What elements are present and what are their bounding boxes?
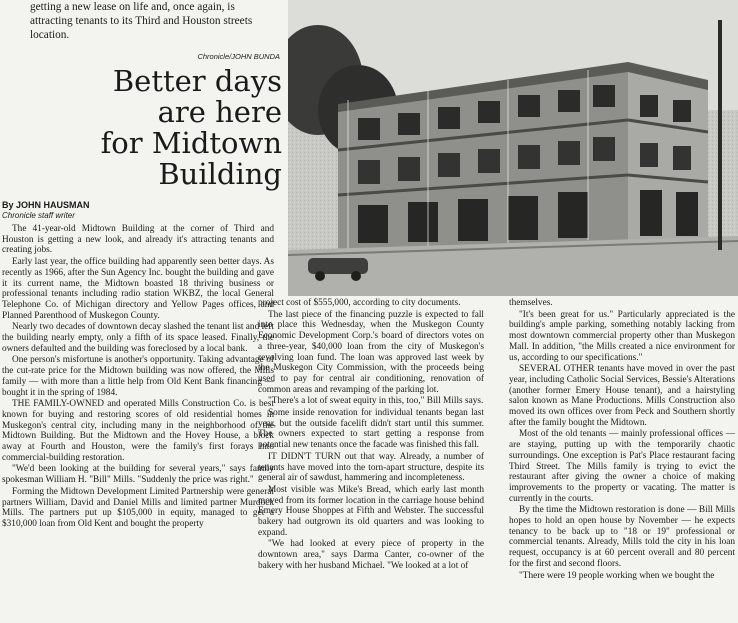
paragraph: One person's misfortune is another's opportunity. Taking advantage of the cut-rate price for the Midtown building was now offered, the Mills family — with more than a little help from Old Kent Bank financing — bought it in the spring of 1984. xyxy=(2,355,274,398)
photo-credit: Chronicle/JOHN BUNDA xyxy=(197,52,280,61)
article-column-3 xyxy=(509,298,735,582)
paragraph: Some inside renovation for individual tenants began last year, but the outside facelift didn't start until this summer. The owners expected to start getting a response from potential new tenants once the facade was finished this fall. xyxy=(258,408,484,451)
paragraph: Most of the old tenants — mainly professional offices — are staying, putting up with the temporarily chaotic surroundings. One exception is Pat's Place restaurant facing Third Street. The Mills family is trying to evict the restaurant after giving the owner a choice of making improvements to the property or vacating. The matter is currently in the courts. xyxy=(509,429,735,504)
article-column-2 xyxy=(258,298,484,573)
paragraph: Nearly two decades of downtown decay slashed the tenant list and left the building nearly empty, only a fifth of its space leased. Finally, the owners defaulted and the building was foreclosed by a local bank. xyxy=(2,322,274,354)
paragraph: "It's been great for us." Particularly appreciated is the building's ample parking, something notably lacking from most downtown commercial property other than Muskegon Mall. In addition, "the Mills created a nice environment for us, according to our specifications." xyxy=(509,309,735,363)
headline xyxy=(30,66,282,190)
paragraph: Forming the Midtown Development Limited Partnership were general partners William, David and Daniel Mills and limited partner Murdock Mills. The partners put up $105,000 in equity, managed to get a $310,000 loan from Old Kent and bought the property xyxy=(2,486,274,529)
building-photo xyxy=(288,0,738,296)
paragraph: IT DIDN'T TURN out that way. Already, a number of tenants have moved into the torn-apart structure, despite its general air of sawdust, hammering and incompleteness. xyxy=(258,451,484,484)
article-column-1 xyxy=(2,224,274,531)
paragraph: project cost of $555,000, according to city documents. xyxy=(258,298,461,308)
paragraph: "We had looked at every piece of property in the downtown area," says Darma Canter, co-owner of the bakery with her husband Michael. "We looked at a lot of xyxy=(258,539,484,571)
paragraph: By the time the Midtown restoration is done — Bill Mills hopes to hold an open house by November — he expects tenancy to be back up to "18 or 19" professional or commercial tenants. Already, Mills told the city in his loan request, occupancy is at 60 percent overall and 80 percent for the first and second floors. xyxy=(509,505,735,569)
headline-line: Better days xyxy=(112,64,282,98)
headline-line: Building xyxy=(158,157,282,191)
paragraph: THE FAMILY-OWNED and operated Mills Construction Co. is best known for buying and restoring scores of old residential homes in Muskegon's central city, including many in the neighborhood of the Midtown Building. But the Midtown and the Hovey House, a block away at Fourth and Houston, were the family's first forays into commercial-building restoration. xyxy=(2,399,274,463)
building-photo-image xyxy=(288,0,738,296)
paragraph: The last piece of the financing puzzle is expected to fall into place this Wednesday, when the Muskegon County Economic Development Corp.'s board of directors votes on a three-year, $40,000 loan from the city of Muskegon's revolving loan fund. The loan was approved last week by the Muskegon City Commission, with the proceeds being used to pay for central air conditioning, renovation of common areas and revamping of the parking lot. xyxy=(258,309,484,395)
headline-line: for Midtown xyxy=(100,126,282,160)
paragraph: "There's a lot of sweat equity in this, too," Bill Mills says. xyxy=(268,396,484,407)
paragraph: The 41-year-old Midtown Building at the corner of Third and Houston is getting a new look, and already it's attracting tenants and creating jobs. xyxy=(2,224,274,256)
headline-line: are here xyxy=(157,95,282,129)
paragraph: "There were 19 people working when we bought the xyxy=(519,570,715,581)
paragraph: "We'd been looking at the building for several years," says family spokesman William H. "Bill" Mills. "Suddenly the price was right." xyxy=(2,464,274,486)
paragraph: themselves. xyxy=(509,298,553,308)
byline: By JOHN HAUSMAN xyxy=(2,200,90,210)
paragraph: Early last year, the office building had apparently seen better days. As recently as 1966, after the Sun Agency Inc. bought the building and gave it its current name, the Midtown boasted 18 thriving business or professional tenants including radio station WKBZ, the local General Telephone Co. of Michigan directory and Yellow Pages offices, and Planned Parenthood of Muskegon County. xyxy=(2,257,274,321)
paragraph: Most visible was Mike's Bread, which early last month moved from its former location in the carriage house behind Emery House Shoppes at Fifth and Webster. The successful bakery had outgrown its old quarters and was looking to expand. xyxy=(258,484,484,538)
byline-title: Chronicle staff writer xyxy=(2,211,75,220)
paragraph: SEVERAL OTHER tenants have moved in over the past year, including Catholic Social Services, Bessie's Alterations (another former Emery House tenant), and a hairstyling salon known as Mane Productions. Mills Construction also moved its own offices over from Peck and Southern shortly after the family bought the Midtown. xyxy=(509,364,735,428)
photo-caption: getting a new lease on life and, once again, is attracting tenants to its Third and Houston streets location. xyxy=(30,1,253,41)
